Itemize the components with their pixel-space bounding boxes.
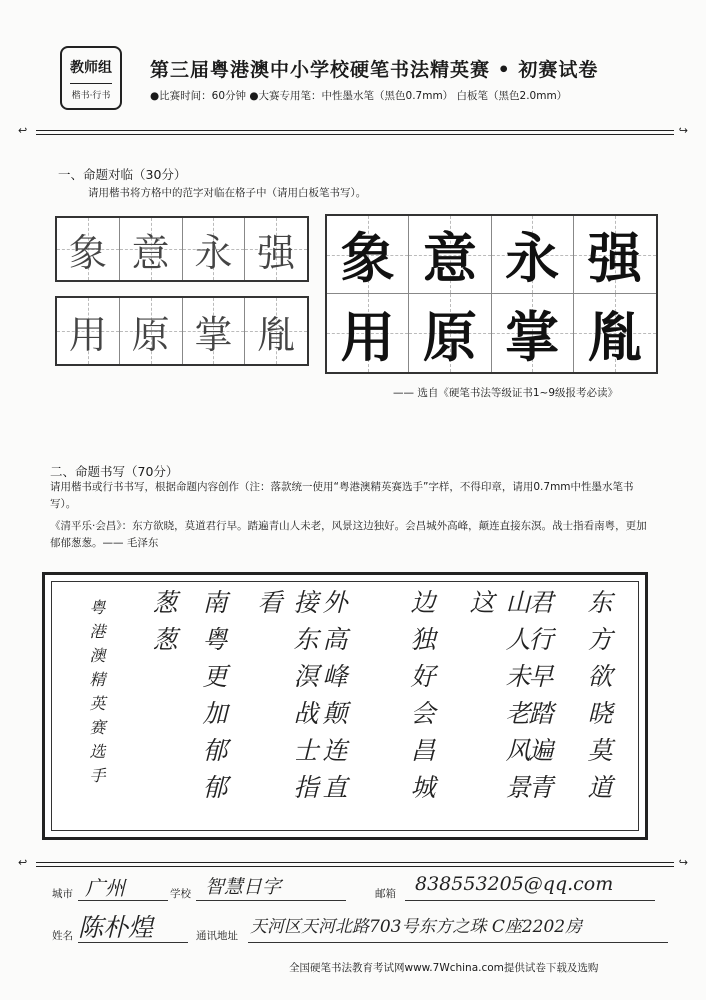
section1-instruction: 请用楷书将方格中的范字对临在格子中（请用白板笔书写）。 xyxy=(88,187,367,199)
grid-cell[interactable]: 强 xyxy=(245,218,307,280)
model-cell: 掌 xyxy=(492,294,574,372)
grid-cell[interactable]: 象 xyxy=(57,218,120,280)
grid-cell[interactable]: 用 xyxy=(57,298,120,364)
writing-column: 外高峰颠连直 xyxy=(319,589,348,811)
section2-instruction: 请用楷书或行书书写，根据命题内容创作（注：落款统一使用“粤港澳精英赛选手”字样，不得印章，请用0.7mm中性墨水笔书写）。 xyxy=(50,481,634,510)
model-cell: 意 xyxy=(409,216,491,294)
writing-frame[interactable] xyxy=(42,572,648,840)
section1-heading: 一、命题对临（30分） xyxy=(58,167,187,182)
city-field[interactable]: 广州 xyxy=(85,876,125,900)
source-citation: —— 选自《硬笔书法等级证书1~9级报考必读》 xyxy=(393,387,618,399)
footer-text: 全国硬笔书法教育考试网www.7Wchina.com提供试卷下载及选购 xyxy=(289,962,599,974)
name-label: 姓名 xyxy=(52,930,73,942)
writing-column: 东方欲晓莫道 xyxy=(584,589,613,811)
section2-heading: 二、命题书写（70分） xyxy=(50,464,179,479)
model-cell: 强 xyxy=(574,216,656,294)
grid-cell[interactable]: 掌 xyxy=(183,298,246,364)
model-cell: 胤 xyxy=(574,294,656,372)
address-label: 通讯地址 xyxy=(196,930,238,942)
school-label: 学校 xyxy=(170,888,191,900)
practice-grid-row2[interactable] xyxy=(55,296,309,366)
grid-cell[interactable]: 胤 xyxy=(245,298,307,364)
grid-cell[interactable]: 永 xyxy=(183,218,246,280)
writing-column: 边独好会昌城 xyxy=(407,589,436,811)
writing-column: 君行早踏遍青 xyxy=(525,589,554,811)
model-cell: 永 xyxy=(492,216,574,294)
school-field[interactable]: 智慧日字 xyxy=(205,876,282,898)
grid-cell[interactable]: 原 xyxy=(120,298,183,364)
city-label: 城市 xyxy=(52,888,73,900)
badge-title: 教师组 xyxy=(70,60,112,76)
model-character-grid xyxy=(325,214,658,374)
signature-column: 粤港澳精英赛选手 xyxy=(87,599,106,791)
model-cell: 原 xyxy=(409,294,491,372)
page-subtitle: ●比赛时间：60分钟 ●大赛专用笔：中性墨水笔（黑色0.7mm） 白板笔（黑色2.0mm） xyxy=(150,90,568,102)
email-label: 邮箱 xyxy=(375,888,396,900)
model-cell: 用 xyxy=(327,294,409,372)
poem-text: 《清平乐·会昌》：东方欲晓，莫道君行早。踏遍青山人未老，风景这边独好。会昌城外高峰，颠连直接东溟。战士指看南粤，更加郁郁葱葱。—— 毛泽东 xyxy=(50,520,647,549)
model-cell: 象 xyxy=(327,216,409,294)
writing-column: 山人未老风景这 xyxy=(466,589,531,811)
page-title: 第三届粤港澳中小学校硬笔书法精英赛 • 初赛试卷 xyxy=(150,59,599,81)
writing-column: 葱葱 xyxy=(149,589,178,663)
grid-cell[interactable]: 意 xyxy=(120,218,183,280)
group-badge xyxy=(60,46,122,110)
badge-subtitle: 楷书·行书 xyxy=(71,91,111,101)
writing-column: 南粤更加郁郁 xyxy=(199,589,228,811)
address-field[interactable]: 天河区天河北路703号东方之珠 C座2202房 xyxy=(250,917,583,937)
name-field[interactable]: 陈朴煌 xyxy=(78,913,154,942)
practice-grid-row1[interactable] xyxy=(55,216,309,282)
writing-column: 接东溟战士指看 xyxy=(254,589,319,811)
email-field[interactable]: 838553205@qq.com xyxy=(415,873,614,895)
